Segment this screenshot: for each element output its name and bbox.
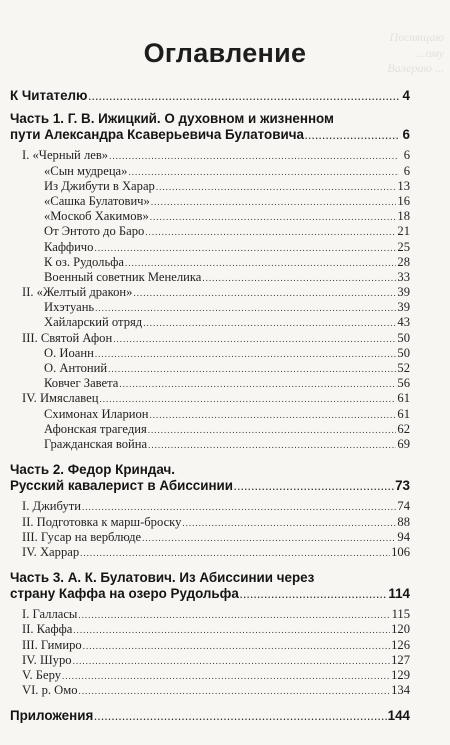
toc-entry[interactable]	[10, 255, 410, 270]
entry-page: 74	[397, 499, 410, 514]
part-title-line2: Русский кавалерист в Абиссинии	[10, 478, 234, 494]
entry-title: Из Джибути в Харар	[44, 178, 155, 193]
leader-dots	[234, 480, 394, 495]
toc-entry-reader[interactable]	[10, 88, 410, 103]
entry-page: 62	[397, 421, 410, 436]
leader-dots	[108, 362, 396, 377]
toc-entry[interactable]	[10, 209, 410, 224]
bleed-line: Валерию ...	[387, 61, 444, 76]
entry-title: IV. Харрар	[22, 544, 80, 559]
entry-page: 56	[397, 376, 410, 391]
leader-dots	[73, 623, 390, 638]
leader-dots	[94, 710, 386, 725]
entry-page: 127	[391, 652, 410, 667]
page-title: Оглавление	[143, 38, 307, 68]
leader-dots	[89, 90, 400, 105]
toc-entry[interactable]	[10, 499, 410, 514]
toc-entry[interactable]	[10, 361, 410, 376]
leader-dots	[113, 332, 396, 347]
leader-dots	[143, 316, 396, 331]
entry-page: 50	[397, 330, 410, 345]
leader-dots	[95, 347, 397, 362]
entry-page: 61	[397, 391, 410, 406]
leader-dots	[78, 608, 390, 623]
entry-title: О. Иоанн	[44, 345, 94, 360]
entry-title: Приложения	[10, 708, 94, 724]
toc-entry[interactable]	[10, 545, 410, 560]
entry-page: 39	[397, 285, 410, 300]
entry-title: Каффичо	[44, 239, 94, 254]
leader-dots	[62, 669, 390, 684]
bleed-line: ...ому	[416, 45, 444, 60]
leader-dots	[145, 225, 396, 240]
toc-entry[interactable]	[10, 224, 410, 239]
entry-title: «Сашка Булатович»	[44, 193, 150, 208]
entry-page: 134	[391, 683, 410, 698]
entry-title: I. Джибути	[22, 499, 81, 514]
entry-title: О. Антоний	[44, 361, 108, 375]
leader-dots	[150, 408, 397, 423]
toc-entry[interactable]	[10, 607, 410, 622]
bleed-line: Посвящаю	[389, 30, 444, 44]
entry-page: 120	[391, 622, 410, 637]
leader-dots	[94, 241, 396, 256]
entry-page: 33	[397, 269, 410, 284]
entry-title: Хайларский отряд	[44, 315, 143, 330]
entry-title: Схимонах Иларион	[44, 406, 149, 421]
leader-dots	[119, 377, 396, 392]
entry-title: II. «Желтый дракон»	[22, 285, 133, 300]
entry-title: I. Галласы	[22, 607, 78, 622]
entry-title: К оз. Рудольфа	[44, 254, 124, 269]
leader-dots	[95, 301, 396, 316]
entry-page: 28	[397, 254, 410, 269]
leader-dots	[79, 684, 391, 699]
entry-page: 4	[402, 88, 410, 103]
part-title-line2: страну Каффа на озеро Рудольфа	[10, 586, 239, 602]
part-title-line1: Часть 2. Федор Криндач.	[10, 462, 175, 478]
toc-entry[interactable]	[10, 407, 410, 422]
toc-entry[interactable]	[10, 240, 410, 255]
entry-page: 50	[397, 345, 410, 360]
entry-title: Афонская трагедия	[44, 421, 147, 436]
entry-title: Военный советник Менелика	[44, 269, 202, 284]
entry-title: III. Гусар на верблюде	[22, 529, 142, 544]
leader-dots	[151, 195, 397, 210]
toc-entry[interactable]	[10, 270, 410, 285]
entry-page: 43	[397, 315, 410, 330]
toc-entry[interactable]	[10, 346, 410, 361]
entry-page: 73	[395, 478, 410, 494]
toc-part-3[interactable]	[10, 570, 410, 601]
entry-page: 6	[403, 163, 410, 178]
entry-title: III. Святой Афон	[22, 330, 113, 345]
toc-entry[interactable]	[10, 437, 410, 452]
entry-page: 106	[391, 544, 410, 559]
toc-entry[interactable]	[10, 285, 410, 300]
entry-page: 126	[391, 637, 410, 652]
entry-page: 144	[387, 708, 410, 724]
entry-page: 25	[397, 239, 410, 254]
leader-dots	[73, 654, 391, 669]
entry-title: Ихэтуань	[44, 300, 95, 315]
entry-page: 52	[397, 361, 410, 375]
leader-dots	[82, 500, 396, 515]
entry-title: IV. Шуро	[22, 652, 72, 667]
entry-title: VI. р. Омо	[22, 683, 78, 698]
toc-entry[interactable]	[10, 653, 410, 668]
leader-dots	[305, 129, 399, 144]
entry-page: 88	[397, 514, 410, 529]
entry-page: 16	[397, 193, 410, 208]
toc-entry-appendices[interactable]	[10, 708, 410, 723]
leader-dots	[83, 639, 390, 654]
leader-dots	[156, 180, 397, 195]
toc-entry[interactable]	[10, 164, 410, 179]
entry-title: V. Беру	[22, 668, 62, 682]
toc-entry[interactable]	[10, 376, 410, 391]
toc-part-2[interactable]	[10, 462, 410, 493]
leader-dots	[109, 149, 399, 164]
entry-title: IV. Имяславец	[22, 391, 99, 406]
entry-page: 114	[388, 586, 410, 602]
toc-entry[interactable]	[10, 179, 410, 194]
toc-entry[interactable]	[10, 530, 410, 545]
entry-title: II. Каффа	[22, 622, 73, 637]
entry-page: 6	[402, 127, 410, 143]
entry-title: К Читателю	[10, 88, 88, 103]
toc-entry[interactable]	[10, 683, 410, 698]
entry-page: 39	[397, 300, 410, 315]
entry-page: 6	[403, 148, 410, 163]
leader-dots	[202, 271, 396, 286]
toc-entry[interactable]	[10, 391, 410, 406]
entry-title: I. «Черный лев»	[22, 148, 109, 163]
part-title-line2: пути Александра Ксаверьевича Булатовича	[10, 127, 304, 143]
toc-entry[interactable]	[10, 315, 410, 330]
entry-page: 21	[397, 224, 410, 239]
entry-page: 18	[397, 209, 410, 224]
leader-dots	[182, 516, 396, 531]
entry-title: Гражданская война	[44, 436, 148, 451]
leader-dots	[150, 210, 397, 225]
toc-entry[interactable]	[10, 331, 410, 346]
toc-entry[interactable]	[10, 148, 410, 163]
toc-entry[interactable]	[10, 668, 410, 683]
leader-dots	[240, 588, 388, 603]
entry-title: II. Подготовка к марш-броску	[22, 514, 182, 529]
table-of-contents	[10, 88, 410, 724]
toc-entry[interactable]	[10, 300, 410, 315]
entry-page: 115	[391, 607, 410, 622]
leader-dots	[99, 392, 396, 407]
part-title-line1: Часть 3. А. К. Булатович. Из Абиссинии через	[10, 570, 315, 586]
entry-title: III. Гимиро	[22, 637, 82, 652]
toc-entry[interactable]	[10, 638, 410, 653]
leader-dots	[148, 423, 397, 438]
entry-title: «Сын мудреца»	[44, 163, 128, 178]
toc-entry[interactable]	[10, 422, 410, 437]
entry-page: 61	[397, 406, 410, 421]
toc-part-1[interactable]	[10, 111, 410, 142]
entry-page: 94	[397, 529, 410, 544]
toc-entry[interactable]	[10, 515, 410, 530]
entry-page: 69	[397, 436, 410, 451]
leader-dots	[133, 286, 396, 301]
entry-page: 129	[391, 668, 410, 682]
entry-title: «Москоб Хакимов»	[44, 209, 149, 224]
entry-title: От Энтото до Баро	[44, 224, 145, 239]
leader-dots	[148, 438, 396, 453]
leader-dots	[142, 531, 396, 546]
toc-entry[interactable]	[10, 194, 410, 209]
part-title-line1: Часть 1. Г. В. Ижицкий. О духовном и жизненном	[10, 111, 334, 127]
leader-dots	[128, 165, 399, 180]
leader-dots	[80, 546, 390, 561]
entry-page: 13	[397, 178, 410, 193]
toc-entry[interactable]	[10, 622, 410, 637]
entry-title: Ковчег Завета	[44, 376, 119, 391]
leader-dots	[125, 256, 396, 271]
